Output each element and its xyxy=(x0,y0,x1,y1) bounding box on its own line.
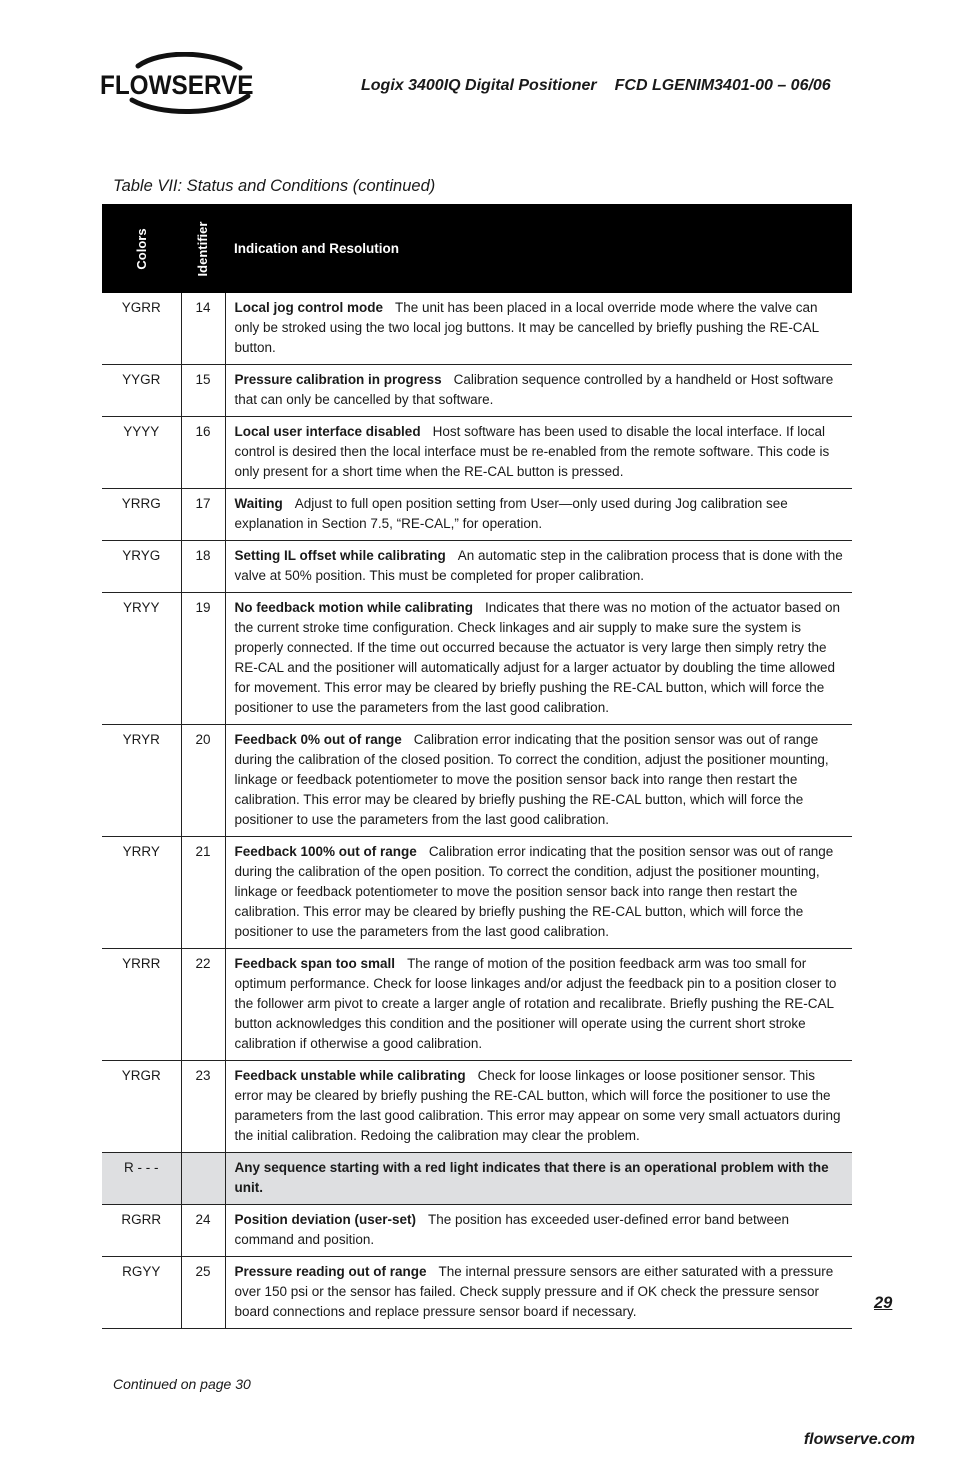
table-row xyxy=(102,1153,852,1205)
indication-cell xyxy=(225,1061,852,1153)
table-row xyxy=(102,837,852,949)
condition-title: No feedback motion while calibrating xyxy=(234,600,474,615)
identifier-cell: 17 xyxy=(181,489,225,541)
condition-description: Check for loose linkages or loose positioner sensor. This error may be cleared by briefly pushing the RE-CAL button, which will force the positioner to use the parameters from the last good calibration. This error may appear on some very small actuators during the initial calibration. Redoing the calibration may clear the problem. xyxy=(234,1068,841,1143)
indication-cell xyxy=(225,417,852,489)
color-code-cell: YGRR xyxy=(102,293,181,365)
identifier-cell: 25 xyxy=(181,1257,225,1329)
condition-description: Adjust to full open position setting from User—only used during Jog calibration see explanation in Section 7.5, “RE-CAL,” for operation. xyxy=(234,496,788,531)
condition-description: The unit has been placed in a local override mode where the valve can only be stroked using the two local jog buttons. It may be cancelled by briefly pushing the RE-CAL button. xyxy=(234,300,819,355)
page-number: 29 xyxy=(874,1294,893,1312)
identifier-cell: 23 xyxy=(181,1061,225,1153)
indication-cell xyxy=(225,489,852,541)
identifier-column-header: Identifier xyxy=(181,204,225,293)
table-row xyxy=(102,593,852,725)
identifier-cell: 19 xyxy=(181,593,225,725)
condition-description: Calibration error indicating that the position sensor was out of range during the calibration of the open position. To correct the condition, adjust the positioner mounting, linkage or feedback potentiometer to move the position sensor back into range then restart the calibration. This error may be cleared by briefly pushing the RE-CAL button, which will force the positioner to use the parameters from the last good calibration. xyxy=(234,844,834,939)
condition-title: Local jog control mode xyxy=(234,300,384,315)
flowserve-logo xyxy=(100,52,270,116)
table-row xyxy=(102,365,852,417)
indication-cell xyxy=(225,837,852,949)
table-row xyxy=(102,949,852,1061)
indication-cell xyxy=(225,365,852,417)
identifier-cell xyxy=(181,1153,225,1205)
color-code-cell: RGRR xyxy=(102,1205,181,1257)
product-name: Logix 3400IQ Digital Positioner xyxy=(361,77,597,94)
indication-cell xyxy=(225,293,852,365)
identifier-cell: 16 xyxy=(181,417,225,489)
color-code-cell: YYYY xyxy=(102,417,181,489)
indication-cell xyxy=(225,949,852,1061)
table-header-row xyxy=(102,204,852,293)
identifier-cell: 14 xyxy=(181,293,225,365)
identifier-cell: 21 xyxy=(181,837,225,949)
condition-title: Feedback unstable while calibrating xyxy=(234,1068,466,1083)
color-code-cell: YRYG xyxy=(102,541,181,593)
identifier-cell: 20 xyxy=(181,725,225,837)
condition-description: Any sequence starting with a red light indicates that there is an operational problem with the unit. xyxy=(234,1160,829,1195)
table-row xyxy=(102,293,852,365)
condition-title: Feedback 100% out of range xyxy=(234,844,417,859)
footer-url: flowserve.com xyxy=(803,1431,915,1448)
condition-description: Host software has been used to disable the local interface. If local control is desired then the local interface must be re-enabled from the remote software. This code is only present for a short time when the RE-CAL button is pressed. xyxy=(234,424,830,479)
color-code-cell: YRRG xyxy=(102,489,181,541)
condition-description: Indicates that there was no motion of the actuator based on the current stroke time configuration. Check linkages and air supply to make sure the system is properly connected. If the time out occurred because the actuator is very large then simply retry the RE-CAL and the positioner will automatically adjust for a larger actuator by doubling the time allowed for movement. This error may be cleared by briefly pushing the RE-CAL button, which will force the positioner to use the parameters from the last good calibration. xyxy=(234,600,841,715)
condition-description: The position has exceeded user-defined error band between command and position. xyxy=(234,1212,790,1247)
continued-note: Continued on page 30 xyxy=(113,1376,251,1392)
indication-cell xyxy=(225,725,852,837)
condition-title: Position deviation (user-set) xyxy=(234,1212,417,1227)
table-row xyxy=(102,1257,852,1329)
color-code-cell: YRYR xyxy=(102,725,181,837)
indication-cell xyxy=(225,593,852,725)
table-row xyxy=(102,1205,852,1257)
identifier-cell: 18 xyxy=(181,541,225,593)
logo-wordmark: FLOWSERVE xyxy=(100,70,254,100)
status-conditions-table xyxy=(102,204,852,1329)
indication-column-header: Indication and Resolution xyxy=(225,204,852,293)
table-row xyxy=(102,489,852,541)
condition-description: Calibration error indicating that the position sensor was out of range during the calibration of the closed position. To correct the condition, adjust the positioner mounting, linkage or feedback potentiometer to move the position sensor back into range then restart the calibration. This error may be cleared by briefly pushing the RE-CAL button, which will force the positioner to use the parameters from the last good calibration. xyxy=(234,732,829,827)
color-code-cell: R - - - xyxy=(102,1153,181,1205)
condition-description: The internal pressure sensors are either saturated with a pressure over 150 psi or the sensor has failed. Check supply pressure and if OK check the pressure sensor board connections and replace pressure sensor board if necessary. xyxy=(234,1264,834,1319)
indication-cell xyxy=(225,1153,852,1205)
condition-description: An automatic step in the calibration process that is done with the valve at 50% position. This must be completed for proper calibration. xyxy=(234,548,843,583)
condition-title: Pressure reading out of range xyxy=(234,1264,427,1279)
condition-description: Calibration sequence controlled by a handheld or Host software that can only be cancelled by that software. xyxy=(234,372,834,407)
color-code-cell: YRRY xyxy=(102,837,181,949)
identifier-cell: 15 xyxy=(181,365,225,417)
table-caption: Table VII: Status and Conditions (continued) xyxy=(113,177,436,195)
color-code-cell: YRYY xyxy=(102,593,181,725)
color-code-cell: YYGR xyxy=(102,365,181,417)
colors-column-header: Colors xyxy=(102,204,181,293)
identifier-cell: 22 xyxy=(181,949,225,1061)
condition-title: Setting IL offset while calibrating xyxy=(234,548,446,563)
identifier-cell: 24 xyxy=(181,1205,225,1257)
indication-cell xyxy=(225,1205,852,1257)
condition-title: Feedback span too small xyxy=(234,956,396,971)
color-code-cell: YRRR xyxy=(102,949,181,1061)
color-code-cell: RGYY xyxy=(102,1257,181,1329)
condition-title: Waiting xyxy=(234,496,283,511)
document-header xyxy=(361,77,831,95)
table-row xyxy=(102,1061,852,1153)
indication-cell xyxy=(225,541,852,593)
condition-title: Local user interface disabled xyxy=(234,424,421,439)
condition-title: Feedback 0% out of range xyxy=(234,732,402,747)
table-row xyxy=(102,725,852,837)
table-row xyxy=(102,541,852,593)
table-row xyxy=(102,417,852,489)
condition-description: The range of motion of the position feedback arm was too small for optimum performance. Check for loose linkages and/or adjust the feedback pin to a position closer to the follower arm pivot to create a larger angle of rotation and recalibrate. Briefly pushing the RE-CAL button acknowledges this condition and the positioner will operate using the current short stroke calibration if otherwise a good calibration. xyxy=(234,956,837,1051)
indication-cell xyxy=(225,1257,852,1329)
condition-title: Pressure calibration in progress xyxy=(234,372,442,387)
color-code-cell: YRGR xyxy=(102,1061,181,1153)
document-number: FCD LGENIM3401-00 – 06/06 xyxy=(614,77,831,94)
